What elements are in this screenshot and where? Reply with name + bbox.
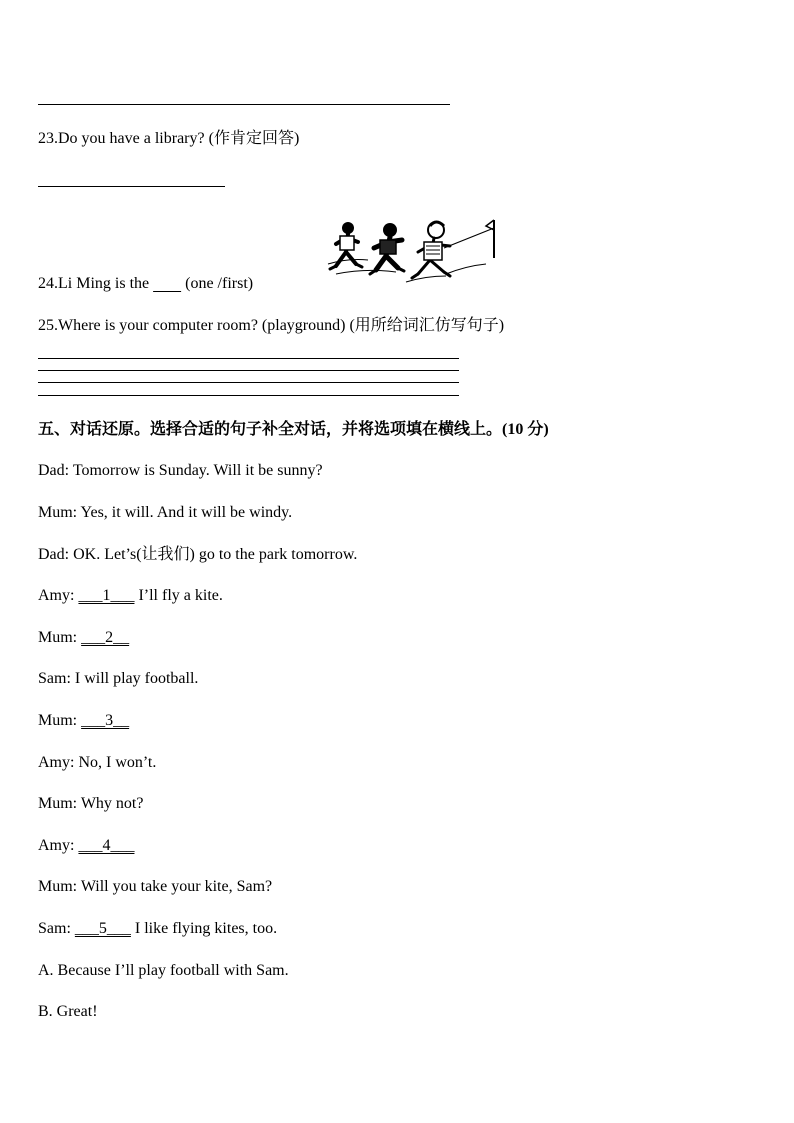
option-b: B. Great!: [38, 1003, 98, 1020]
dialogue-text: Mum:: [38, 629, 82, 646]
dialogue-text: Mum: Why not?: [38, 795, 144, 812]
dialogue-text: Sam:: [38, 920, 75, 937]
blank-3[interactable]: ___3__: [81, 712, 130, 729]
answer-line-25-2[interactable]: [38, 370, 459, 371]
dialogue-text: Mum: Yes, it will. And it will be windy.: [38, 504, 293, 521]
blank-1[interactable]: ___1___: [78, 587, 135, 604]
dialogue-line-5: [38, 628, 129, 648]
dialogue-text: Sam: I will play football.: [38, 670, 199, 687]
section-5-title: 五、对话还原。选择合适的句子补全对话，并将选项填在横线上。(10 分): [38, 421, 549, 438]
blank-2[interactable]: ___2__: [81, 629, 130, 646]
question-25: 25.Where is your computer room? (playground) (用所给词汇仿写句子): [38, 317, 505, 334]
dialogue-text: Dad: Tomorrow is Sunday. Will it be sunny?: [38, 462, 323, 479]
option-a: A. Because I’ll play football with Sam.: [38, 962, 289, 979]
dialogue-line-9: [38, 794, 143, 814]
question-24-prefix: 24.Li Ming is the: [38, 275, 154, 292]
dialogue-text: Amy:: [38, 587, 79, 604]
dialogue-line-4: [38, 586, 223, 606]
dialogue-line-11: [38, 877, 272, 897]
dialogue-text: I like flying kites, too.: [130, 920, 278, 937]
dialogue-line-1: [38, 461, 323, 481]
dialogue-text: Dad: OK. Let’s(让我们) go to the park tomorrow.: [38, 546, 358, 563]
running-race-icon: [326, 214, 502, 290]
answer-line-23[interactable]: [38, 186, 225, 187]
answer-line-25-4[interactable]: [38, 395, 459, 396]
answer-line-22[interactable]: [38, 104, 450, 105]
dialogue-line-8: [38, 753, 156, 773]
dialogue-text: Amy:: [38, 837, 79, 854]
dialogue-line-7: [38, 711, 129, 731]
answer-line-25-1[interactable]: [38, 358, 459, 359]
question-23: 23.Do you have a library? (作肯定回答): [38, 130, 300, 147]
question-24: [38, 274, 253, 294]
dialogue-line-3: [38, 545, 357, 565]
dialogue-line-6: [38, 669, 198, 689]
dialogue-text: Amy: No, I won’t.: [38, 754, 157, 771]
dialogue-line-2: [38, 503, 292, 523]
dialogue-text: Mum:: [38, 712, 82, 729]
question-24-suffix: (one /first): [181, 275, 254, 292]
dialogue-line-10: [38, 836, 134, 856]
question-24-blank[interactable]: [153, 275, 181, 292]
dialogue-text: Mum: Will you take your kite, Sam?: [38, 878, 273, 895]
dialogue-text: I’ll fly a kite.: [134, 587, 223, 604]
answer-line-25-3[interactable]: [38, 382, 459, 383]
dialogue-line-12: [38, 919, 277, 939]
blank-4[interactable]: ___4___: [78, 837, 135, 854]
blank-5[interactable]: ___5___: [74, 920, 131, 937]
